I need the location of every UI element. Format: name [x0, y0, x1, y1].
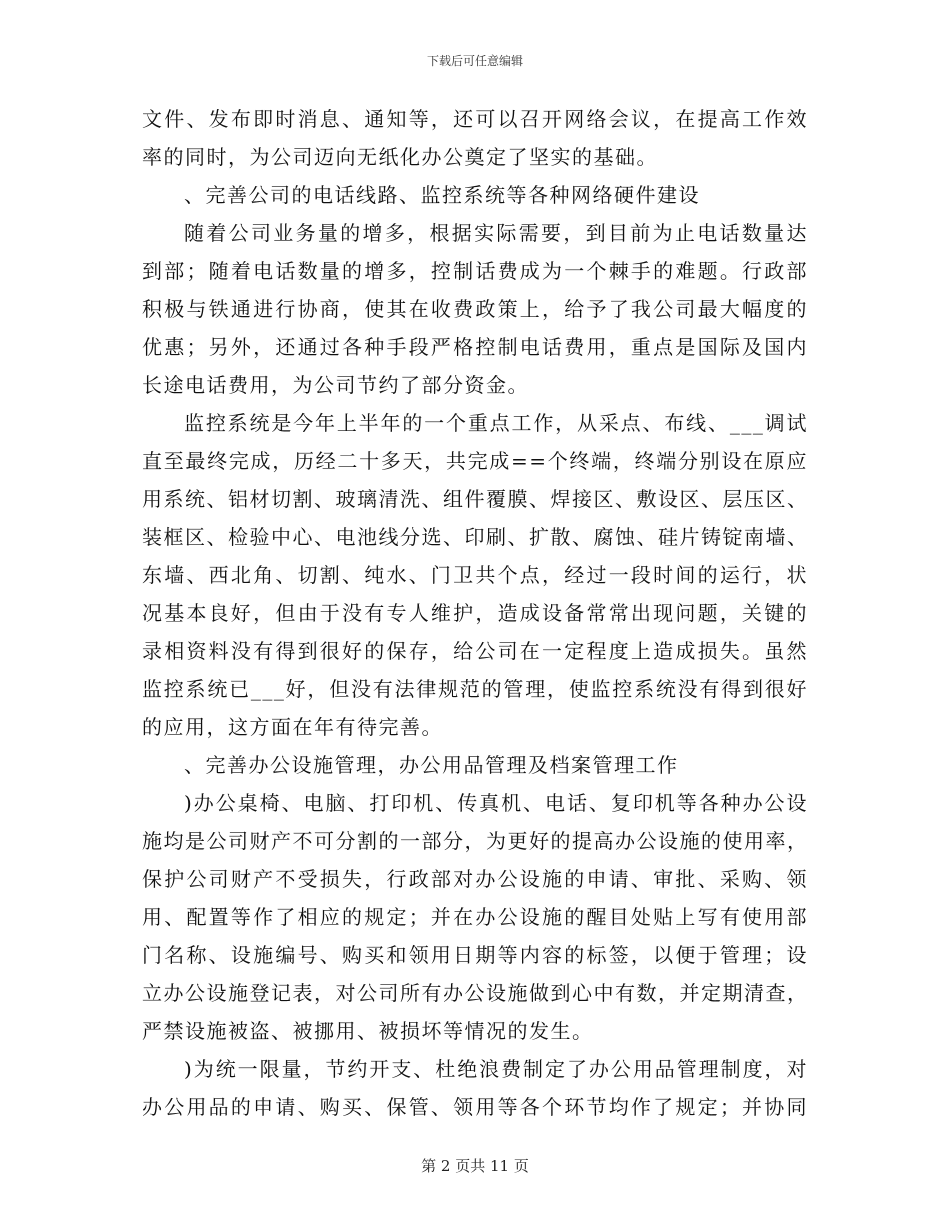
- paragraph-first-line: )为统一限量，节约开支、杜绝浪费制定了办公用品管理制度，对: [184, 1057, 808, 1081]
- text-line: 直至最终完成，历经二十多天，共完成==个终端，终端分别设在原应: [142, 449, 808, 473]
- document-body: [142, 100, 808, 1126]
- text-line: 的应用，这方面在年有待完善。: [142, 715, 443, 739]
- page-footer: 第 2 页共 11 页: [421, 1157, 529, 1175]
- text-line: 到部；随着电话数量的增多，控制话费成为一个棘手的难题。行政部: [142, 259, 808, 283]
- paragraph-first-line: 监控系统是今年上半年的一个重点工作，从采点、布线、___调试: [184, 411, 808, 435]
- text-line: 立办公设施登记表，对公司所有办公设施做到心中有数，并定期清查，: [142, 981, 808, 1005]
- text-line: 积极与铁通进行协商，使其在收费政策上，给予了我公司最大幅度的: [142, 297, 808, 321]
- text-line: 况基本良好，但由于没有专人维护，造成设备常常出现问题，关键的: [142, 601, 808, 625]
- text-line: 率的同时，为公司迈向无纸化办公奠定了坚实的基础。: [142, 145, 658, 169]
- text-line: 装框区、检验中心、电池线分选、印刷、扩散、腐蚀、硅片铸锭南墙、: [142, 525, 808, 549]
- text-line: 优惠；另外，还通过各种手段严格控制电话费用，重点是国际及国内: [142, 335, 808, 359]
- text-line: 文件、发布即时消息、通知等，还可以召开网络会议，在提高工作效: [142, 107, 808, 131]
- text-line: 用系统、铝材切割、玻璃清洗、组件覆膜、焊接区、敷设区、层压区、: [142, 487, 808, 511]
- paragraph-first-line: )办公桌椅、电脑、打印机、传真机、电话、复印机等各种办公设: [184, 791, 808, 815]
- text-line: 严禁设施被盗、被挪用、被损坏等情况的发生。: [142, 1019, 594, 1043]
- text-line: 长途电话费用，为公司节约了部分资金。: [142, 373, 529, 397]
- section-heading: 、完善办公设施管理，办公用品管理及档案管理工作: [184, 753, 679, 777]
- text-line: 用、配置等作了相应的规定；并在办公设施的醒目处贴上写有使用部: [142, 905, 808, 929]
- page-header: 下载后可任意编辑: [426, 54, 523, 68]
- text-line: 施均是公司财产不可分割的一部分，为更好的提高办公设施的使用率，: [142, 829, 808, 853]
- text-line: 门名称、设施编号、购买和领用日期等内容的标签，以便于管理；设: [142, 943, 808, 967]
- text-line: 东墙、西北角、切割、纯水、门卫共个点，经过一段时间的运行，状: [142, 563, 808, 587]
- text-line: 录相资料没有得到很好的保存，给公司在一定程度上造成损失。虽然: [142, 639, 808, 663]
- paragraph-first-line: 随着公司业务量的增多，根据实际需要，到目前为止电话数量达: [184, 221, 808, 245]
- text-line: 办公用品的申请、购买、保管、领用等各个环节均作了规定；并协同: [142, 1095, 808, 1119]
- section-heading: 、完善公司的电话线路、监控系统等各种网络硬件建设: [184, 183, 700, 207]
- text-line: 监控系统已___好，但没有法律规范的管理，使监控系统没有得到很好: [142, 677, 808, 701]
- text-line: 保护公司财产不受损失，行政部对办公设施的申请、审批、采购、领: [142, 867, 808, 891]
